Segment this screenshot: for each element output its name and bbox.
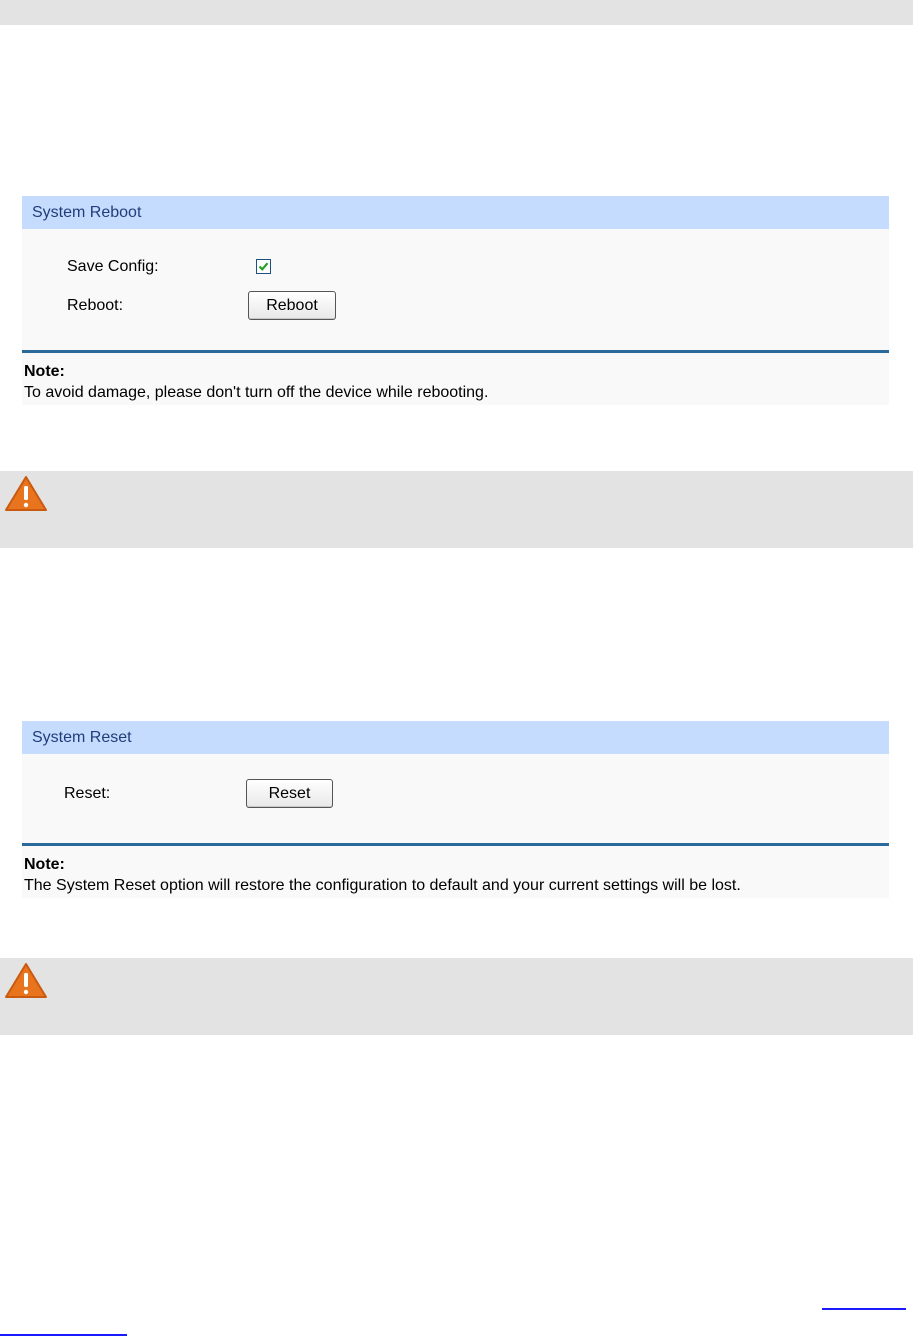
warning-icon (4, 962, 48, 1000)
reboot-note (22, 353, 889, 405)
reboot-note-text: To avoid damage, please don't turn off the device while rebooting. (24, 384, 489, 401)
system-reboot-body (22, 229, 889, 350)
link-underline-right[interactable] (822, 1308, 906, 1310)
warning-icon (4, 475, 48, 513)
reboot-label: Reboot: (67, 297, 124, 314)
save-config-label: Save Config: (67, 258, 159, 275)
reset-note-title: Note: (24, 856, 65, 873)
warning-bar-2 (0, 958, 913, 1035)
save-config-checkbox[interactable] (256, 259, 271, 274)
warning-bar-1 (0, 471, 913, 548)
reset-note (22, 846, 889, 898)
reboot-note-title: Note: (24, 363, 65, 380)
system-reset-body (22, 754, 889, 843)
system-reboot-panel (22, 196, 889, 405)
reboot-button[interactable]: Reboot (248, 291, 336, 320)
reset-label: Reset: (64, 785, 111, 802)
system-reset-panel (22, 721, 889, 898)
link-underline-left[interactable] (0, 1334, 127, 1336)
system-reset-header: System Reset (22, 721, 889, 754)
top-gray-bar (0, 0, 913, 25)
reset-button[interactable]: Reset (246, 779, 333, 808)
reset-note-text: The System Reset option will restore the configuration to default and your current settings will be lost. (24, 877, 741, 894)
system-reboot-header: System Reboot (22, 196, 889, 229)
checkmark-icon (258, 261, 269, 272)
